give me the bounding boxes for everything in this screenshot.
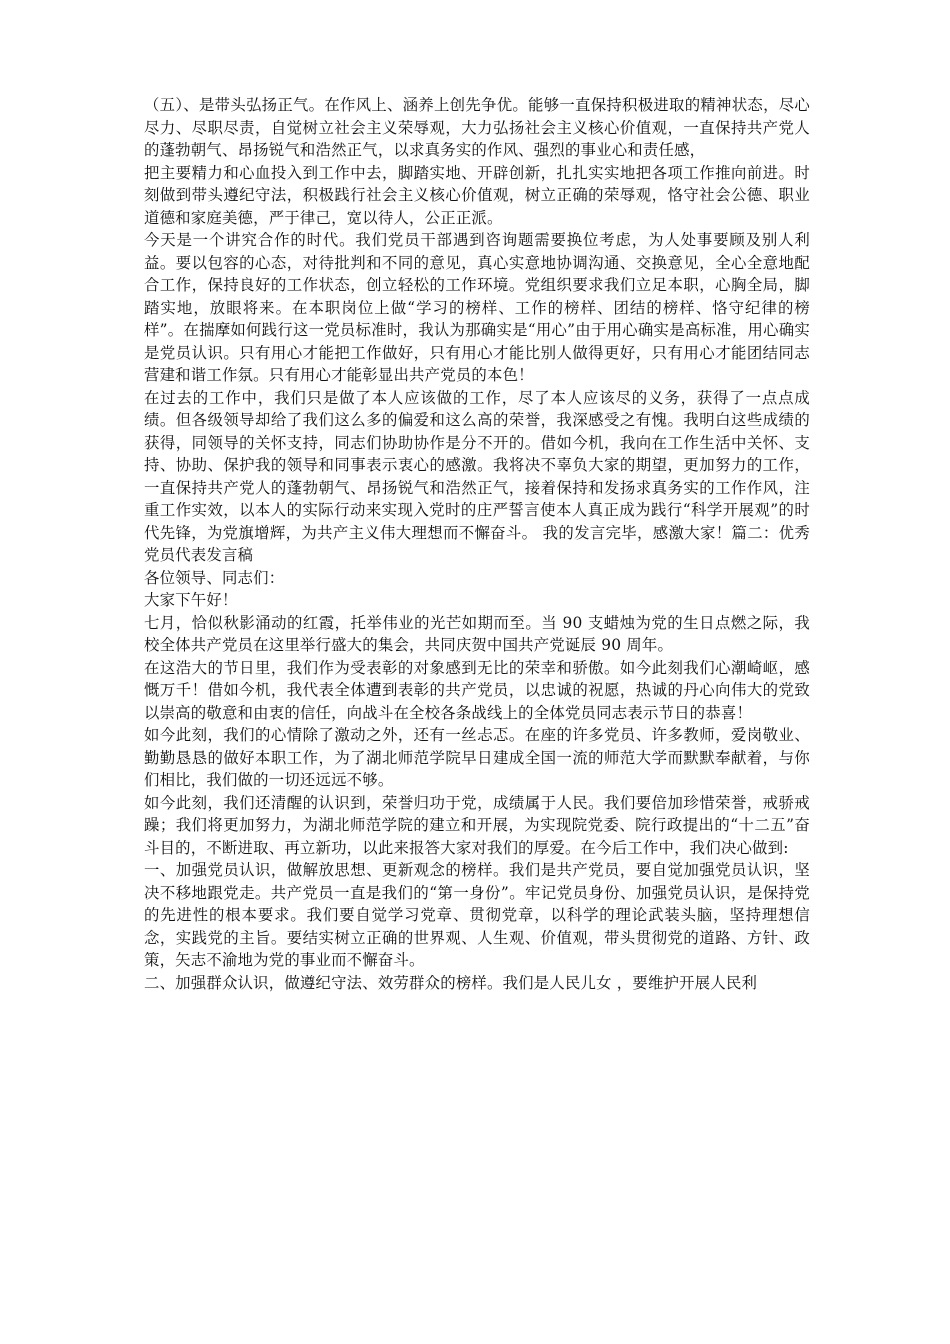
paragraph: 各位领导、同志们： [144, 568, 285, 587]
paragraph: 大家下午好！ [144, 591, 238, 609]
paragraph: 如今此刻，我们还清醒的认识到，荣誉归功于党，成绩属于人民。我们要倍加珍惜荣誉，戒骄戒躁；我们将更加努力，为湖北师范学院的建立和开展，为实现院党委、院行政提出的“十二五”奋斗目的，不断进取、再立新功，以此来报答大家对我们的厚爱。在今后工作中，我们决心做到: [144, 793, 810, 857]
paragraph: 今天是一个讲究合作的时代。我们党员干部遇到咨询题需要换位考虑，为人处事要顾及别人利益。要以包容的心态，对待批判和不同的意见，真心实意地协调沟通、交换意见，全心全意地配合工作，保持良好的工作状态，创立轻松的工作环境。党组织要求我们立足本职，心胸全局，脚踏实地，放眼将来。在本职岗位上做“学习的榜样、工作的榜样、团结的榜样、恪守纪律的榜样”。在揣摩如何践行这一党员标准时，我认为那确实是“用心”由于用心确实是高标准，用心确实是党员认识。只有用心才能把工作做好，只有用心才能比别人做得更好，只有用心才能团结同志营建和谐工作氛。只有用心才能彰显出共产党员的本色！ [144, 231, 810, 384]
paragraph: 二、加强群众认识，做遵纪守法、效劳群众的榜样。我们是人民儿女 ，要维护开展人民利 [144, 973, 758, 992]
paragraph: 把主要精力和心血投入到工作中去，脚踏实地、开辟创新，扎扎实实地把各项工作推向前进。时刻做到带头遵纪守法，积极践行社会主义核心价值观，树立正确的荣辱观，恪守社会公德、职业道德和家庭美德，严于律己，宽以待人，公正正派。 [144, 163, 810, 227]
paragraph: 一、加强党员认识，做解放思想、更新观念的榜样。我们是共产党员，要自觉加强党员认识，坚决不移地跟党走。共产党员一直是我们的“第一身份”。牢记党员身份、加强党员认识，是保持党的先进性的根本要求。我们要自觉学习党章、贯彻党章，以科学的理论武装头脑，坚持理想信念，实践党的主旨。要结实树立正确的世界观、人生观、价值观，带头贯彻党的道路、方针、政策，矢志不渝地为党的事业而不懈奋斗。 [144, 861, 810, 969]
paragraph: 如今此刻，我们的心情除了激动之外，还有一丝忐忑。在座的许多党员、许多教师，爱岗敬业、勤勤恳恳的做好本职工作，为了湖北师范学院早日建成全国一流的师范大学而默默奉献着，与你们相比，我们做的一切还远远不够。 [144, 726, 810, 789]
paragraph: 在过去的工作中，我们只是做了本人应该做的工作，尽了本人应该尽的义务，获得了一点点成绩。但各级领导却给了我们这么多的偏爱和这么高的荣誉，我深感受之有愧。我明白这些成绩的获得，同领导的关怀支持，同志们协助协作是分不开的。借如今机，我向在工作生活中关怀、支持、协助、保护我的领导和同事表示衷心的感激。我将决不辜负大家的期望，更加努力的工作，一直保持共产党人的蓬勃朝气、昂扬锐气和浩然正气，接着保持和发扬求真务实的工作作风，注重工作实效，以本人的实际行动来实现入党时的庄严誓言使本人真正成为践行“科学开展观”的时代先锋，为党旗增辉，为共产主义伟大理想而不懈奋斗。 我的发言完毕，感激大家！篇二：优秀党员代表发言稿 [144, 388, 810, 564]
paragraph: 七月，恰似秋影涌动的红霞，托举伟业的光芒如期而至。当 90 支蜡烛为党的生日点燃之际，我校全体共产党员在这里举行盛大的集会，共同庆贺中国共产党诞辰 90 周年。 [144, 613, 810, 654]
paragraph: 在这浩大的节日里，我们作为受表彰的对象感到无比的荣幸和骄傲。如今此刻我们心潮崎岖，感慨万千！借如今机，我代表全体遭到表彰的共产党员，以忠诚的祝愿，热诚的丹心向伟大的党致以崇高的敬意和由衷的信任，向战斗在全校各条战线上的全体党员同志表示节日的恭喜！ [144, 658, 810, 722]
paragraph: （五）、是带头弘扬正气。在作风上、涵养上创先争优。能够一直保持积极进取的精神状态，尽心尽力、尽职尽责，自觉树立社会主义荣辱观，大力弘扬社会主义核心价值观，一直保持共产党人的蓬勃朝气、昂扬锐气和浩然正气，以求真务实的作风、强烈的事业心和责任感， [144, 96, 810, 159]
document-body [144, 94, 810, 994]
